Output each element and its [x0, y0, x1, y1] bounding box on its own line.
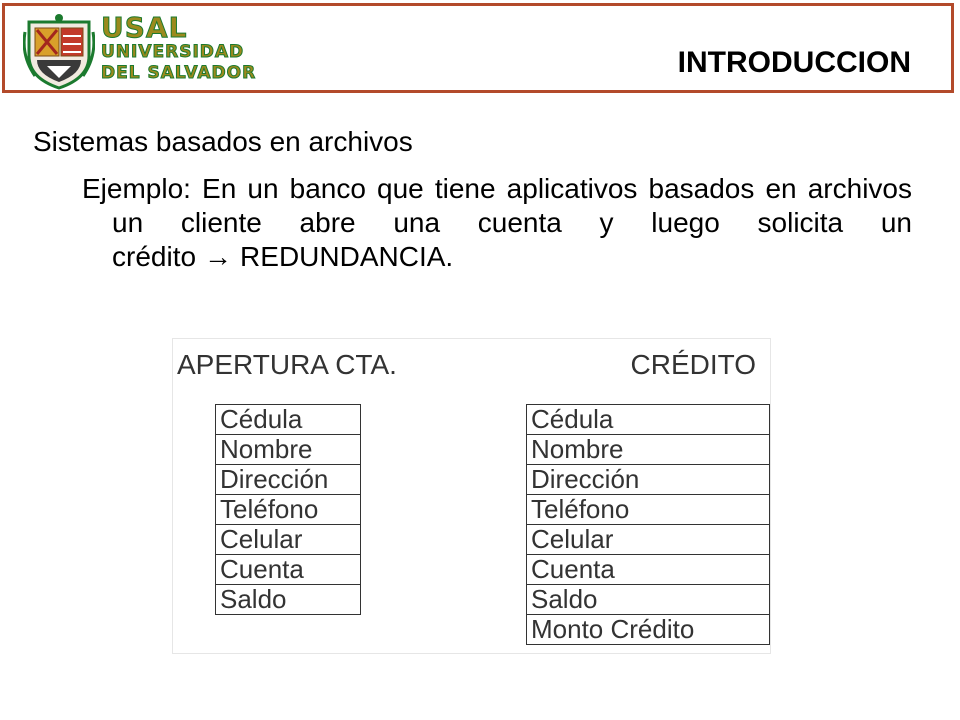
logo-short-name: USAL — [101, 11, 188, 44]
arrow-right-icon: → — [204, 241, 233, 272]
table-row — [527, 585, 770, 615]
apertura-title: APERTURA CTA. — [177, 349, 397, 380]
table-row — [216, 555, 361, 585]
redundancy-label: REDUNDANCIA. — [240, 241, 454, 272]
field-cell: Cuenta — [216, 555, 361, 585]
table-row — [527, 525, 770, 555]
table-row — [216, 435, 361, 465]
table-row — [527, 435, 770, 465]
credito-title: CRÉDITO — [630, 349, 756, 380]
university-shield-icon — [23, 12, 95, 90]
field-cell: Dirección — [527, 465, 770, 495]
section-heading: Sistemas basados en archivos — [33, 126, 413, 157]
field-cell: Cédula — [527, 405, 770, 435]
comparison-figure — [172, 338, 771, 654]
field-cell: Teléfono — [527, 495, 770, 525]
apertura-fields-table — [215, 404, 361, 615]
slide-title: INTRODUCCION — [677, 46, 911, 79]
example-paragraph — [82, 172, 912, 274]
table-row — [216, 525, 361, 555]
university-logo-text — [101, 11, 257, 84]
field-cell: Celular — [527, 525, 770, 555]
field-cell: Monto Crédito — [527, 615, 770, 645]
credito-fields-table — [526, 404, 770, 645]
table-row — [216, 495, 361, 525]
table-row — [527, 615, 770, 645]
example-text: Ejemplo: En un banco que tiene aplicativos basados en archivos un cliente abre una cuenta y luego solicita un crédito — [82, 173, 912, 272]
field-cell: Celular — [216, 525, 361, 555]
table-row — [527, 405, 770, 435]
field-cell: Cédula — [216, 405, 361, 435]
field-cell: Cuenta — [527, 555, 770, 585]
field-cell: Teléfono — [216, 495, 361, 525]
slide-header — [2, 3, 954, 93]
field-cell: Nombre — [527, 435, 770, 465]
table-row — [527, 555, 770, 585]
table-row — [527, 465, 770, 495]
table-row — [527, 495, 770, 525]
logo-line-1: UNIVERSIDAD — [101, 42, 245, 62]
logo-line-2: DEL SALVADOR — [101, 63, 257, 83]
field-cell: Dirección — [216, 465, 361, 495]
table-row — [216, 465, 361, 495]
field-cell: Saldo — [216, 585, 361, 615]
field-cell: Nombre — [216, 435, 361, 465]
table-row — [216, 585, 361, 615]
table-row — [216, 405, 361, 435]
field-cell: Saldo — [527, 585, 770, 615]
